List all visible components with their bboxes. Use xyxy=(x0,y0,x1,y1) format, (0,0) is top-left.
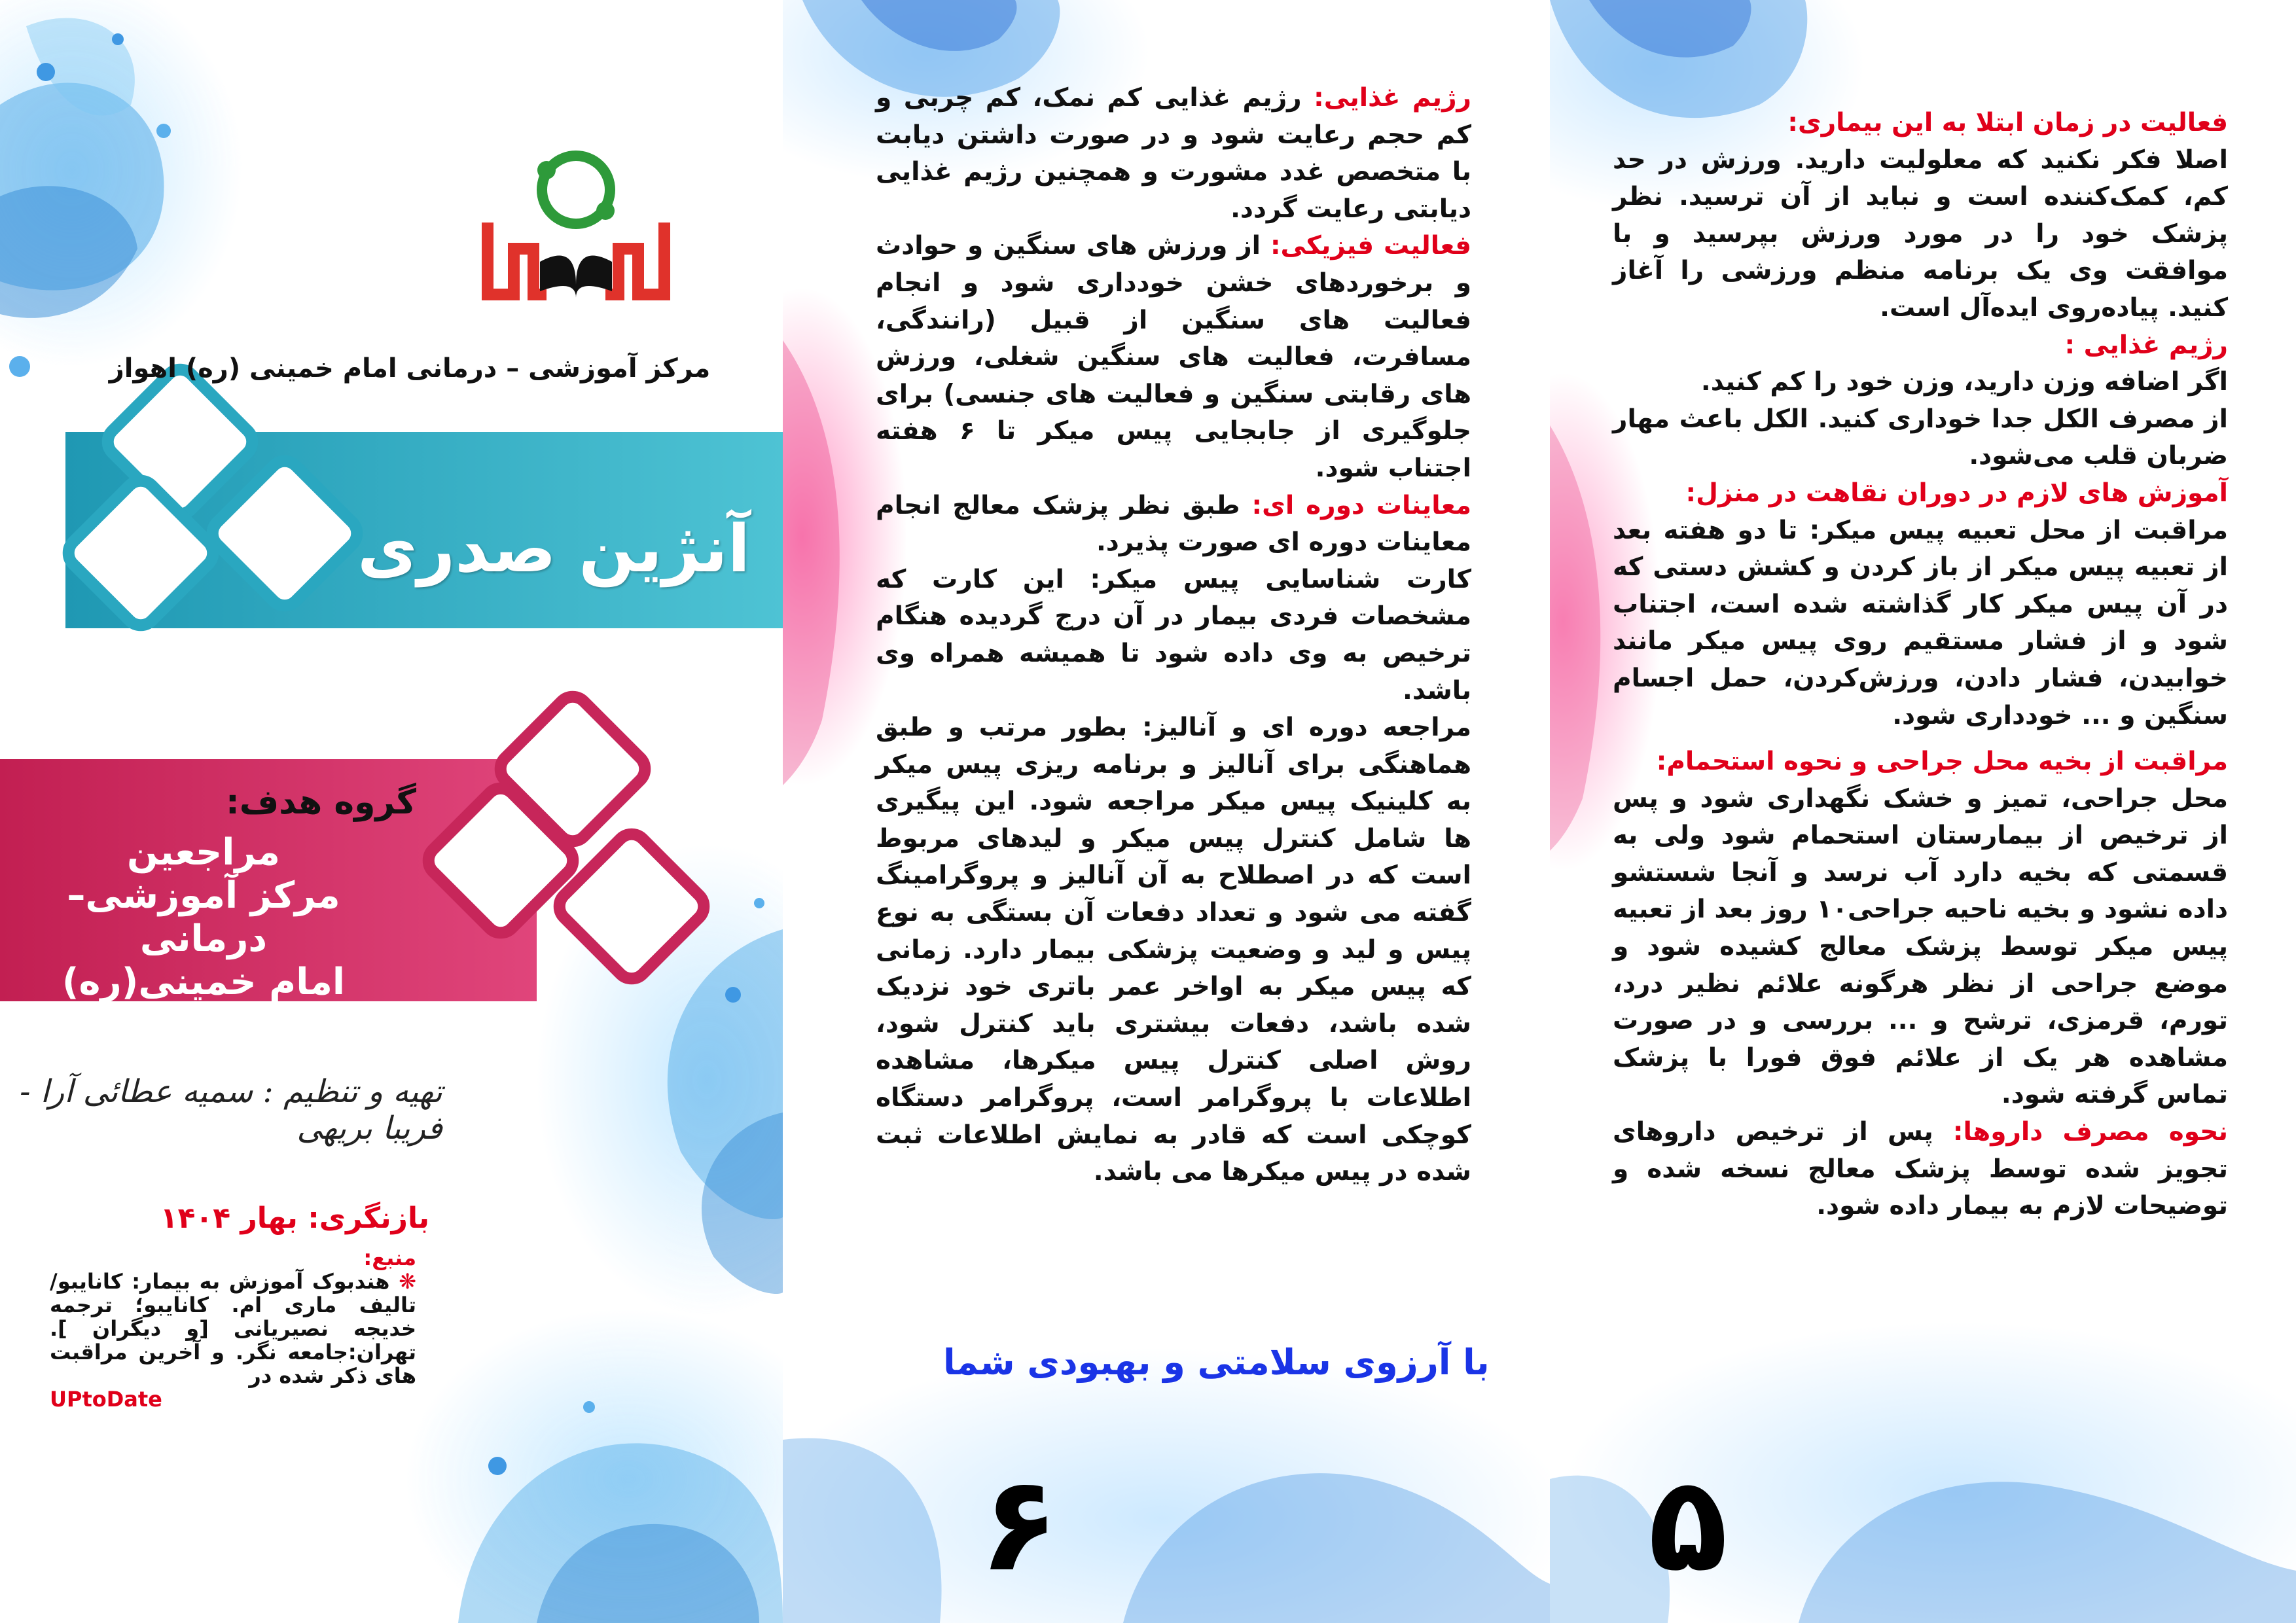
medication-paragraph xyxy=(1613,1114,2228,1225)
wound-care-heading: مراقبت از بخیه محل جراحی و نحوه استحمام: xyxy=(1656,747,2228,777)
exams-text: طبق نظر پزشک معالج انجام معاینات دوره ای صورت پذیرد. xyxy=(876,490,1471,558)
medication-text: پس از ترخیص داروهای تجویز شده توسط پزشک معالج نسخه شده و توضیحات لازم به بیمار داده شود. xyxy=(1613,1117,2228,1221)
activity-illness-text: اصلا فکر نکنید که معلولیت دارید. ورزش در حد کم، کمک‌کننده است و نباید از آن ترسید. نظر پزشک خود را در مورد ورزش بپرسید و با موافقت وی یک برنامه منظم ورزشی را آغاز کنید. پیاده‌روی ایده‌آل است. xyxy=(1613,145,2228,323)
hospital-logo-icon xyxy=(488,156,664,298)
revision-date: بازنگری: بهار ۱۴۰۴ xyxy=(160,1202,429,1235)
page-6-panel xyxy=(783,0,1550,1623)
source-section xyxy=(50,1246,416,1411)
prepared-by: تهیه و تنظیم : سمیه عطائی آرا - فریبا بریهی xyxy=(20,1073,442,1147)
activity-text: از ورزش های سنگین و حوادث و برخوردهای خشن خودداری شود و انجام فعالیت های سنگین از قبیل (رانندگی، مسافرت، فعالیت های سنگین شغلی، ورزش های رقابتی سنگین و فعالیت های جنسی) برای جلوگیری از جابجایی پیس میکر تا ۶ هفته اجتناب شود. xyxy=(876,231,1472,483)
wellness-wish: با آرزوی سلامتی و بهبودی شما xyxy=(943,1342,1490,1383)
home-care-text: مراقبت از محل تعبیه پیس میکر: تا دو هفته بعد از تعبیه پیس میکر از باز کردن و کشش دستی که در آن پیس میکر کار گذاشته شده است، اجتناب شود و از فشار مستقیم روی پیس میکر مانند خوابیدن، فشار دادن، ورزش‌کردن، حمل اجسام سنگین و ... خودداری شود. xyxy=(1613,515,2228,730)
id-card-paragraph: کارت شناسایی پیس میکر: این کارت که مشخصات فردی بیمار در آن درج گردیده هنگام ترخیص به وی داده شود تا همیشه همراه وی باشد. xyxy=(876,564,1471,705)
home-care-heading: آموزش های لازم در دوران نقاهت در منزل: xyxy=(1685,478,2228,508)
wound-care-text: محل جراحی، تمیز و خشک نگهداری شود و پس از ترخیص از بیمارستان استحمام شود ولی به قسمتی که بخیه دارد آب نرسد و آنجا شستشو داده نشود و بخیه ناحیه جراحی۱۰ روز بعد از تعبیه پیس میکر توسط پزشک معالج کشیده شود و موضع جراحی از نظر هرگونه علائم نظیر درد، تورم، قرمزی، ترشح و ... بررسی و در صورت مشاهده هر یک از علائم فوق فورا با پزشک تماس گرفته شود. xyxy=(1613,783,2228,1110)
diet-text: رژیم غذایی کم نمک، کم چربی و کم حجم رعایت شود و در صورت داشتن دیابت با متخصص غدد مشورت و همچنین رژیم غذایی دیابتی رعایت گردد. xyxy=(876,83,1471,224)
followup-paragraph: مراجعه دوره ای و آنالیز: بطور مرتب و طبق هماهنگی برای آنالیز و برنامه ریزی پیس میکر به کلینیک پیس میکر مراجعه شود. این پیگیری ها شامل کنترل پیس میکر و لیدهای مربوط است که در اصطلاح به آن آنالیز و پروگرامینگ گفته می شود و تعداد دفعات آن بستگی به نوع پیس و لید و وضعیت پزشکی بیمار دارد. زمانی که پیس میکر به اواخر عمر باتری خود نزدیک شده باشد، دفعات بیشتری باید کنترل شود، روش اصلی کنترل پیس میکرها، مشاهده اطلاعات با پروگرامر است، پروگرامر دستگاه کوچکی است که قادر به نمایش اطلاعات ثبت شده در پیس میکرها می باشد. xyxy=(876,713,1471,1187)
source-uptodate: UPtoDate xyxy=(50,1387,162,1412)
diet-alcohol-text: از مصرف الکل جدا خوداری کنید. الکل باعث مهار ضربان قلب می‌شود. xyxy=(1613,404,2228,471)
title-banner xyxy=(62,363,783,632)
diet-heading: رژیم غذایی: xyxy=(1314,83,1471,113)
target-line: مراجعین xyxy=(127,831,280,874)
medication-heading: نحوه مصرف داروها: xyxy=(1952,1117,2228,1147)
center-name: مرکز آموزشی – درمانی امام خمینی (ره) اهواز xyxy=(109,353,711,383)
activity-paragraph xyxy=(876,228,1471,487)
blue-flower-icon xyxy=(406,1309,783,1623)
diet-heading: رژیم غذایی : xyxy=(2064,330,2228,360)
page-number: ۶ xyxy=(979,1448,1060,1601)
blue-flower-icon xyxy=(0,0,242,377)
brochure-title: آنژین صدری xyxy=(357,510,750,587)
page-5-text xyxy=(1613,105,2228,1225)
page-6-text xyxy=(876,80,1471,1191)
exams-heading: معاینات دوره ای: xyxy=(1251,490,1471,520)
diet-paragraph xyxy=(876,80,1471,228)
diet-weight-text: اگر اضافه وزن دارید، وزن خود را کم کنید. xyxy=(1700,367,2228,397)
page-5-panel xyxy=(1550,0,2296,1623)
source-text: هندبوک آموزش به بیمار: کانایبو/ تالیف ماری ام. کانایبو؛ ترجمه خدیجه نصیریانی [و دیگران ]. تهران:جامعه نگر. و آخرین مراقبت های ذکر شده در xyxy=(50,1269,416,1388)
target-line: امام خمینی(ره) xyxy=(62,961,346,1003)
page-number: ۵ xyxy=(1648,1448,1729,1601)
target-line: مرکز آموزشی–درمانی xyxy=(67,874,340,960)
cover-panel xyxy=(0,0,783,1623)
blue-flower-icon xyxy=(783,1348,1550,1623)
target-group-label: گروه هدف: xyxy=(225,783,416,822)
target-group-text xyxy=(10,831,397,1004)
source-heading: منبع: xyxy=(363,1245,416,1270)
activity-illness-heading: فعالیت در زمان ابتلا به این بیماری: xyxy=(1787,108,2228,137)
star-icon: ❋ xyxy=(399,1269,416,1294)
exams-paragraph xyxy=(876,488,1471,562)
activity-heading: فعالیت فیزیکی: xyxy=(1270,231,1471,261)
